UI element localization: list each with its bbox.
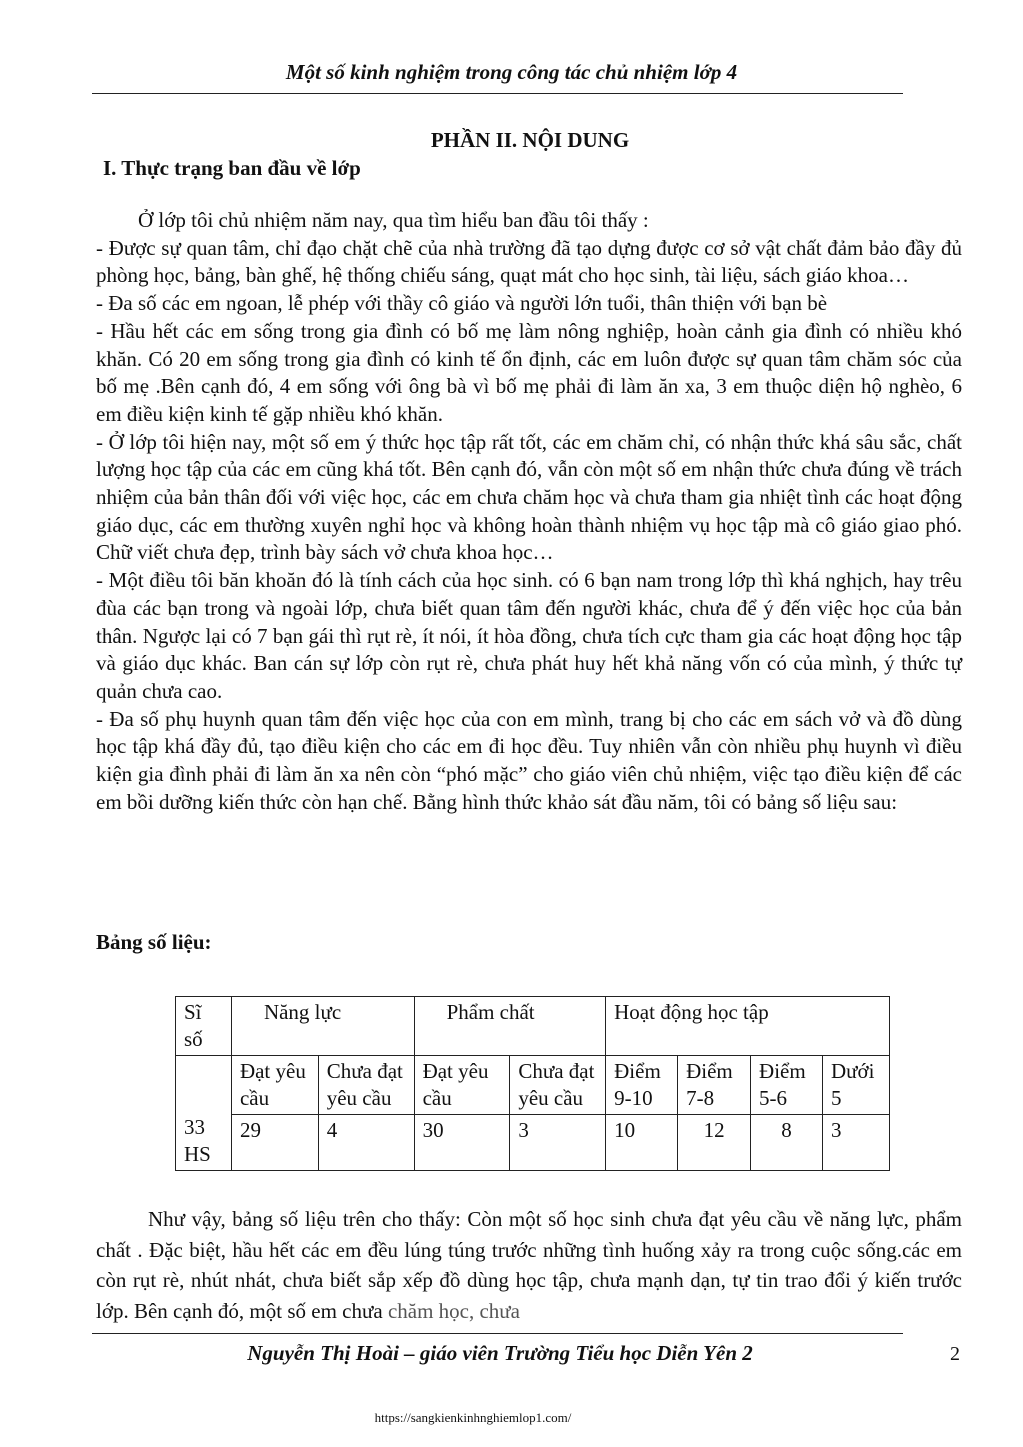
table-value-cell: 3 [510, 1115, 606, 1171]
table-header-si-so: Sĩ số [176, 997, 232, 1056]
table-subheader-cell: Đạt yêu cầu [231, 1056, 318, 1115]
table-total-cell: 33 HS [176, 1056, 232, 1171]
table-header-row [176, 997, 890, 1056]
paragraph: - Được sự quan tâm, chỉ đạo chặt chẽ của nhà trường đã tạo dựng được cơ sở vật chất đảm bảo đầy đủ phòng học, bảng, bàn ghế, hệ thống chiếu sáng, quạt mát cho học sinh, tài liệu, sách giáo khoa… [96, 235, 962, 288]
conclusion-faded: chăm học, chưa [387, 1298, 521, 1323]
table-value-cell: 29 [231, 1115, 318, 1171]
table-value-cell: 10 [606, 1115, 678, 1171]
table-subheader-cell: Điểm 7-8 [678, 1056, 751, 1115]
header-title: Một số kinh nghiệm trong công tác chủ nhiệm lớp 4 [285, 60, 738, 84]
footer-author: Nguyễn Thị Hoài – giáo viên Trường Tiểu học Diễn Yên 2 [247, 1341, 753, 1365]
table-value-cell: 4 [318, 1115, 414, 1171]
table-subheader-cell: Chưa đạt yêu cầu [510, 1056, 606, 1115]
table-subheader-cell: Điểm 5-6 [751, 1056, 823, 1115]
footer-rule [92, 1333, 903, 1334]
paragraph: - Đa số phụ huynh quan tâm đến việc học của con em mình, trang bị cho các em sách vở và đồ dùng học tập khá đầy đủ, tạo điều kiện cho các em đi học đều. Tuy nhiên vẫn còn nhiều phụ huynh vì điều kiện gia đình phải đi làm ăn xa nên còn “phó mặc” cho giáo viên chủ nhiệm, việc tạo điều kiện để các em bồi dưỡng kiến thức còn hạn chế. Bằng hình thức khảo sát đầu năm, tôi có bảng số liệu sau: [96, 706, 962, 814]
table-value-cell: 12 [678, 1115, 751, 1171]
body-text [96, 207, 962, 816]
table-caption: Bảng số liệu: [96, 930, 212, 954]
data-table [175, 996, 890, 1171]
source-url[interactable]: https://sangkienkinhnghiemlop1.com/ [374, 1410, 572, 1425]
table-header-pham-chat: Phẩm chất [414, 997, 606, 1056]
paragraph: - Ở lớp tôi hiện nay, một số em ý thức học tập rất tốt, các em chăm chỉ, có nhận thức khá sâu sắc, chất lượng học tập của các em cũng khá tốt. Bên cạnh đó, vẫn còn một số em nhận thức chưa đúng về trách nhiệm của bản thân đối với việc học, các em chưa chăm học và chưa tham gia nhiệt tình các hoạt động giáo dục, các em thường xuyên nghỉ học và không hoàn thành nhiệm vụ học tập mà cô giáo giao phó. Chữ viết chưa đẹp, trình bày sách vở chưa khoa học… [96, 429, 962, 565]
page-number: 2 [950, 1343, 960, 1365]
conclusion-main: Như vậy, bảng số liệu trên cho thấy: Còn một số học sinh chưa đạt yêu cầu về năng lực, phẩm chất . Đặc biệt, hầu hết các em đều lúng túng trước những tình huống xảy ra trong cuộc sống.các em còn rụt rè, nhút nhát, chưa biết sắp xếp đồ dùng học tập, chưa mạnh dạn, tự tin trao đổi ý kiến trước lớp. Bên cạnh đó, một số em chưa [96, 1207, 962, 1323]
header-rule [92, 93, 903, 94]
table-subheader-cell: Đạt yêu cầu [414, 1056, 510, 1115]
table-subheader-cell: Dưới 5 [823, 1056, 890, 1115]
paragraph: - Hầu hết các em sống trong gia đình có bố mẹ làm nông nghiệp, hoàn cảnh gia đình có nhiều khó khăn. Có 20 em sống trong gia đình có kinh tế ổn định, các em luôn được sự quan tâm chăm sóc của bố mẹ .Bên cạnh đó, 4 em sống với ông bà vì bố mẹ phải đi làm ăn xa, 3 em thuộc diện hộ nghèo, 6 em điều kiện kinh tế gặp nhiều khó khăn. [96, 318, 962, 426]
table-value-cell: 3 [823, 1115, 890, 1171]
paragraph [96, 1204, 962, 1326]
conclusion-text [96, 1204, 962, 1326]
paragraph: - Một điều tôi băn khoăn đó là tính cách của học sinh. có 6 bạn nam trong lớp thì khá nghịch, hay trêu đùa các bạn trong và ngoài lớp, chưa biết quan tâm đến người khác, chưa để ý đến việc học của bản thân. Ngược lại có 7 bạn gái thì rụt rè, ít nói, ít hòa đồng, chưa tích cực tham gia các hoạt động học tập và giáo dục khác. Ban cán sự lớp còn rụt rè, chưa phát huy hết khả năng vốn có của mình, ý thức tự quản chưa cao. [96, 568, 962, 703]
part-title: PHẦN II. NỘI DUNG [430, 128, 630, 152]
table-header-nang-luc: Năng lực [231, 997, 414, 1056]
table-subheader-cell: Điểm 9-10 [606, 1056, 678, 1115]
section-title: I. Thực trạng ban đầu về lớp [103, 156, 361, 180]
table-subheader-row [176, 1056, 890, 1115]
table-value-row [176, 1115, 890, 1171]
table-value-cell: 30 [414, 1115, 510, 1171]
table-value-cell: 8 [751, 1115, 823, 1171]
paragraph: Ở lớp tôi chủ nhiệm năm nay, qua tìm hiểu ban đầu tôi thấy : [138, 208, 649, 232]
table-subheader-cell: Chưa đạt yêu cầu [318, 1056, 414, 1115]
paragraph: - Đa số các em ngoan, lễ phép với thầy cô giáo và người lớn tuổi, thân thiện với bạn bè [96, 291, 828, 316]
table-header-hoat-dong: Hoạt động học tập [606, 997, 890, 1056]
